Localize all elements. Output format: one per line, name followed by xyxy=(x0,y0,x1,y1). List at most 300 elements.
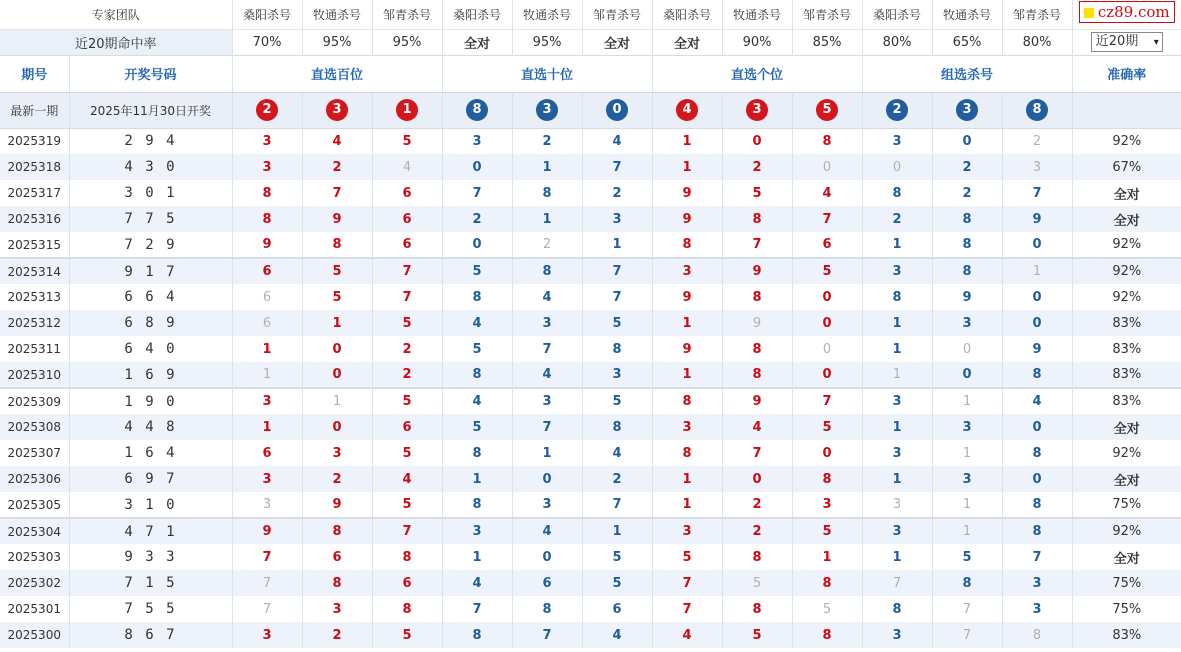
draw-number: 6 8 9 xyxy=(69,310,232,336)
kill-number: 4 xyxy=(582,622,652,648)
kill-number: 4 xyxy=(512,362,582,388)
period-number: 2025300 xyxy=(0,622,69,648)
table-row xyxy=(0,180,1181,206)
kill-number: 1 xyxy=(862,336,932,362)
kill-number: 9 xyxy=(652,180,722,206)
kill-number: 0 xyxy=(302,336,372,362)
team-label: 专家团队 xyxy=(91,7,140,22)
draw-number: 9 3 3 xyxy=(69,544,232,570)
period-number: 2025307 xyxy=(7,446,61,460)
kill-number: 1 xyxy=(652,128,722,154)
kill-number: 8 xyxy=(1002,362,1072,388)
period-number: 2025316 xyxy=(0,206,69,232)
kill-number: 1 xyxy=(862,310,932,336)
kill-number: 3 xyxy=(862,388,932,414)
kill-number: 0 xyxy=(932,362,1002,388)
kill-number: 8 xyxy=(792,466,862,492)
latest-ball: 2 xyxy=(886,99,908,121)
kill-number: 5 xyxy=(792,414,862,440)
kill-number: 1 xyxy=(302,310,372,336)
kill-number: 8 xyxy=(862,596,932,622)
draw-number: 4 3 0 xyxy=(69,154,232,180)
period-number: 2025314 xyxy=(0,258,69,284)
table-row xyxy=(0,258,1181,284)
hit-rate-row xyxy=(0,29,1181,55)
table-row xyxy=(0,414,1181,440)
kill-number: 2 xyxy=(1002,128,1072,154)
kill-number: 1 xyxy=(582,232,652,258)
kill-number: 8 xyxy=(932,232,1002,258)
logo-text: cz89.com xyxy=(1097,3,1170,22)
kill-number: 3 xyxy=(862,258,932,284)
latest-ball: 1 xyxy=(396,99,418,121)
kill-number: 9 xyxy=(652,206,722,232)
kill-number: 5 xyxy=(792,596,862,622)
kill-number: 8 xyxy=(932,570,1002,596)
kill-number: 9 xyxy=(1002,206,1072,232)
kill-number: 7 xyxy=(582,154,652,180)
kill-number: 4 xyxy=(512,518,582,544)
kill-number: 7 xyxy=(652,570,722,596)
kill-number: 3 xyxy=(232,128,302,154)
kill-number: 5 xyxy=(792,258,862,284)
expert-name: 桑阳杀号 xyxy=(652,0,722,29)
kill-number: 9 xyxy=(302,206,372,232)
hit-rate-value: 95% xyxy=(302,29,372,55)
draw-number: 1 6 4 xyxy=(69,440,232,466)
kill-number: 5 xyxy=(652,544,722,570)
hit-rate-value: 95% xyxy=(512,29,582,55)
kill-number: 3 xyxy=(932,414,1002,440)
kill-number: 8 xyxy=(1002,440,1072,466)
period-number: 2025301 xyxy=(7,602,61,616)
kill-number: 7 xyxy=(932,596,1002,622)
kill-number: 5 xyxy=(372,440,442,466)
kill-number: 5 xyxy=(372,492,442,518)
kill-number: 3 xyxy=(582,206,652,232)
period-number: 2025309 xyxy=(0,388,69,414)
period-number: 2025306 xyxy=(0,466,69,492)
kill-number: 3 xyxy=(792,492,862,518)
kill-number: 9 xyxy=(932,284,1002,310)
accuracy-value: 67% xyxy=(1072,154,1181,180)
draw-number: 6 6 4 xyxy=(69,284,232,310)
period-range-selected: 近20期 xyxy=(1095,34,1139,49)
kill-number: 1 xyxy=(862,466,932,492)
kill-number: 8 xyxy=(582,336,652,362)
kill-number: 8 xyxy=(442,362,512,388)
kill-number: 8 xyxy=(792,570,862,596)
kill-number: 6 xyxy=(232,440,302,466)
kill-number: 3 xyxy=(442,518,512,544)
kill-number: 8 xyxy=(442,440,512,466)
units-column-header: 直选个位 xyxy=(652,55,862,92)
kill-number: 4 xyxy=(1002,388,1072,414)
accuracy-value: 全对 xyxy=(1072,180,1181,206)
kill-number: 0 xyxy=(442,154,512,180)
kill-number: 0 xyxy=(1002,232,1072,258)
kill-number: 1 xyxy=(1002,258,1072,284)
kill-number: 2 xyxy=(442,206,512,232)
kill-number: 2 xyxy=(862,206,932,232)
kill-number: 8 xyxy=(722,544,792,570)
draw-number: 1 9 0 xyxy=(69,388,232,414)
chevron-down-icon: ▾ xyxy=(1153,37,1159,48)
kill-number: 5 xyxy=(582,570,652,596)
latest-ball: 3 xyxy=(746,99,768,121)
hit-rate-value: 全对 xyxy=(582,29,652,55)
kill-number: 7 xyxy=(932,622,1002,648)
period-number: 2025304 xyxy=(0,518,69,544)
hit-rate-value: 全对 xyxy=(442,29,512,55)
accuracy-column-header: 准确率 xyxy=(1072,55,1181,92)
kill-number: 2 xyxy=(932,180,1002,206)
kill-number: 6 xyxy=(512,570,582,596)
kill-number: 3 xyxy=(582,362,652,388)
table-row xyxy=(0,544,1181,570)
kill-number: 7 xyxy=(862,570,932,596)
expert-name: 邹青杀号 xyxy=(372,0,442,29)
kill-number: 4 xyxy=(722,414,792,440)
accuracy-value: 75% xyxy=(1072,596,1181,622)
kill-number: 5 xyxy=(442,414,512,440)
kill-number: 0 xyxy=(792,336,862,362)
kill-number: 1 xyxy=(932,388,1002,414)
kill-number: 7 xyxy=(582,492,652,518)
table-row xyxy=(0,622,1181,648)
kill-number: 3 xyxy=(1002,596,1072,622)
expert-name: 牧通杀号 xyxy=(512,0,582,29)
kill-number: 0 xyxy=(792,440,862,466)
draw-number: 7 5 5 xyxy=(69,596,232,622)
accuracy-value: 92% xyxy=(1072,284,1181,310)
hit-rate-value: 95% xyxy=(372,29,442,55)
accuracy-value: 75% xyxy=(1072,492,1181,518)
kill-number: 8 xyxy=(302,518,372,544)
kill-number: 1 xyxy=(792,544,862,570)
kill-number: 7 xyxy=(232,596,302,622)
kill-number: 1 xyxy=(442,466,512,492)
kill-number: 0 xyxy=(1002,466,1072,492)
kill-number: 7 xyxy=(232,544,302,570)
kill-number: 6 xyxy=(302,544,372,570)
period-number: 2025313 xyxy=(7,290,61,304)
kill-number: 8 xyxy=(232,180,302,206)
kill-number: 3 xyxy=(232,154,302,180)
kill-number: 6 xyxy=(232,284,302,310)
kill-number: 1 xyxy=(652,492,722,518)
kill-number: 8 xyxy=(512,180,582,206)
accuracy-value: 92% xyxy=(1072,128,1181,154)
kill-number: 1 xyxy=(302,388,372,414)
kill-number: 5 xyxy=(372,388,442,414)
kill-number: 2 xyxy=(512,128,582,154)
kill-number: 3 xyxy=(512,492,582,518)
kill-number: 0 xyxy=(792,284,862,310)
kill-number: 7 xyxy=(792,388,862,414)
kill-number: 2 xyxy=(582,466,652,492)
latest-ball-cell xyxy=(372,92,442,128)
kill-number: 5 xyxy=(722,622,792,648)
kill-number: 6 xyxy=(372,570,442,596)
period-select-cell xyxy=(1072,29,1181,55)
accuracy-value: 83% xyxy=(1072,362,1181,388)
kill-number: 9 xyxy=(722,258,792,284)
kill-number: 1 xyxy=(232,362,302,388)
table-row xyxy=(0,128,1181,154)
kill-number: 1 xyxy=(862,362,932,388)
kill-number: 0 xyxy=(442,232,512,258)
latest-ball: 8 xyxy=(1026,99,1048,121)
table-row xyxy=(0,232,1181,258)
kill-number: 1 xyxy=(652,154,722,180)
latest-ball: 3 xyxy=(326,99,348,121)
latest-draw-date: 2025年11月30日开奖 xyxy=(69,92,232,128)
latest-ball-cell xyxy=(862,92,932,128)
expert-name: 牧通杀号 xyxy=(302,0,372,29)
kill-number: 2 xyxy=(722,154,792,180)
group-column-header: 组选杀号 xyxy=(862,55,1072,92)
kill-number: 1 xyxy=(932,518,1002,544)
expert-name: 邹青杀号 xyxy=(792,0,862,29)
kill-number: 5 xyxy=(302,258,372,284)
kill-number: 8 xyxy=(232,206,302,232)
site-logo-link[interactable] xyxy=(1079,1,1175,23)
kill-number: 3 xyxy=(932,466,1002,492)
kill-number: 8 xyxy=(1002,492,1072,518)
kill-number: 6 xyxy=(372,232,442,258)
column-header-row xyxy=(0,55,1181,92)
table-row xyxy=(0,596,1181,622)
kill-number: 8 xyxy=(722,284,792,310)
kill-number: 8 xyxy=(792,128,862,154)
period-column-header: 期号 xyxy=(0,55,69,92)
table-row xyxy=(0,284,1181,310)
kill-number: 5 xyxy=(582,388,652,414)
accuracy-value: 83% xyxy=(1072,310,1181,336)
table-row xyxy=(0,570,1181,596)
accuracy-value: 83% xyxy=(1072,388,1181,414)
draw-number: 7 2 9 xyxy=(69,232,232,258)
kill-number: 3 xyxy=(862,440,932,466)
kill-number: 8 xyxy=(652,232,722,258)
kill-number: 4 xyxy=(302,128,372,154)
kill-number: 8 xyxy=(932,258,1002,284)
kill-number: 5 xyxy=(372,128,442,154)
kill-number: 1 xyxy=(652,466,722,492)
kill-number: 2 xyxy=(722,492,792,518)
accuracy-value: 全对 xyxy=(1072,206,1181,232)
kill-number: 8 xyxy=(722,596,792,622)
hit-rate-value: 85% xyxy=(792,29,862,55)
kill-number: 3 xyxy=(512,388,582,414)
kill-number: 5 xyxy=(722,180,792,206)
kill-number: 3 xyxy=(512,310,582,336)
kill-number: 4 xyxy=(792,180,862,206)
latest-ball-cell xyxy=(722,92,792,128)
kill-number: 3 xyxy=(302,440,372,466)
accuracy-value: 全对 xyxy=(1072,544,1181,570)
kill-number: 6 xyxy=(582,596,652,622)
latest-ball: 0 xyxy=(606,99,628,121)
kill-number: 3 xyxy=(652,258,722,284)
kill-number: 1 xyxy=(512,440,582,466)
kill-number: 0 xyxy=(1002,310,1072,336)
kill-number: 7 xyxy=(512,336,582,362)
kill-number: 2 xyxy=(932,154,1002,180)
accuracy-value: 92% xyxy=(1072,258,1181,284)
latest-label: 最新一期 xyxy=(0,92,69,128)
kill-number: 4 xyxy=(512,284,582,310)
kill-number: 0 xyxy=(792,154,862,180)
kill-number: 7 xyxy=(1002,180,1072,206)
kill-number: 8 xyxy=(372,596,442,622)
kill-number: 3 xyxy=(232,492,302,518)
kill-number: 7 xyxy=(722,440,792,466)
kill-number: 0 xyxy=(862,154,932,180)
table-row xyxy=(0,206,1181,232)
kill-number: 1 xyxy=(862,232,932,258)
expert-name: 牧通杀号 xyxy=(722,0,792,29)
kill-number: 6 xyxy=(372,414,442,440)
hit-rate-value: 90% xyxy=(722,29,792,55)
latest-ball-cell xyxy=(1002,92,1072,128)
kill-number: 2 xyxy=(302,154,372,180)
kill-number: 9 xyxy=(1002,336,1072,362)
kill-number: 5 xyxy=(372,310,442,336)
kill-number: 7 xyxy=(302,180,372,206)
hit-rate-value: 70% xyxy=(232,29,302,55)
period-range-select[interactable] xyxy=(1091,32,1163,52)
latest-ball: 5 xyxy=(816,99,838,121)
kill-number: 6 xyxy=(792,232,862,258)
kill-number: 5 xyxy=(442,258,512,284)
kill-number: 4 xyxy=(372,154,442,180)
period-number: 2025312 xyxy=(0,310,69,336)
kill-number: 4 xyxy=(442,388,512,414)
kill-number: 2 xyxy=(302,622,372,648)
expert-name: 桑阳杀号 xyxy=(862,0,932,29)
hit-rate-label: 近20期命中率 xyxy=(0,29,232,55)
kill-number: 9 xyxy=(652,284,722,310)
table-row xyxy=(0,336,1181,362)
latest-ball-cell xyxy=(512,92,582,128)
kill-number: 4 xyxy=(582,440,652,466)
table-row xyxy=(0,466,1181,492)
kill-number: 9 xyxy=(232,518,302,544)
kill-number: 8 xyxy=(442,492,512,518)
kill-number: 4 xyxy=(442,570,512,596)
kill-number: 7 xyxy=(652,596,722,622)
kill-number: 0 xyxy=(302,414,372,440)
kill-number: 4 xyxy=(652,622,722,648)
kill-number: 5 xyxy=(302,284,372,310)
kill-number: 7 xyxy=(582,258,652,284)
kill-number: 1 xyxy=(582,518,652,544)
kill-number: 5 xyxy=(372,622,442,648)
latest-accuracy-empty xyxy=(1072,92,1181,128)
table-row xyxy=(0,310,1181,336)
kill-number: 2 xyxy=(512,232,582,258)
kill-number: 9 xyxy=(232,232,302,258)
kill-number: 1 xyxy=(232,336,302,362)
kill-number: 7 xyxy=(722,232,792,258)
period-number: 2025308 xyxy=(0,414,69,440)
expert-name: 邹青杀号 xyxy=(582,0,652,29)
latest-ball-cell xyxy=(582,92,652,128)
draw-number: 7 1 5 xyxy=(69,570,232,596)
kill-number: 5 xyxy=(582,544,652,570)
latest-ball: 3 xyxy=(536,99,558,121)
kill-number: 3 xyxy=(232,466,302,492)
kill-number: 1 xyxy=(652,310,722,336)
kill-number: 1 xyxy=(652,362,722,388)
table-row xyxy=(0,440,1181,466)
kill-number: 0 xyxy=(302,362,372,388)
draw-number: 6 4 0 xyxy=(69,336,232,362)
kill-number: 3 xyxy=(232,388,302,414)
kill-number: 7 xyxy=(232,570,302,596)
latest-ball-cell xyxy=(442,92,512,128)
accuracy-value: 92% xyxy=(1072,518,1181,544)
kill-number: 2 xyxy=(302,466,372,492)
latest-ball: 3 xyxy=(956,99,978,121)
kill-number: 2 xyxy=(372,362,442,388)
expert-name: 牧通杀号 xyxy=(932,0,1002,29)
accuracy-value: 75% xyxy=(1072,570,1181,596)
kill-number: 8 xyxy=(1002,518,1072,544)
kill-number: 7 xyxy=(792,206,862,232)
kill-number: 0 xyxy=(512,544,582,570)
kill-number: 8 xyxy=(862,284,932,310)
latest-draw-row xyxy=(0,92,1181,128)
kill-number: 7 xyxy=(442,180,512,206)
kill-number: 7 xyxy=(512,414,582,440)
kill-number: 3 xyxy=(652,414,722,440)
kill-number: 8 xyxy=(372,544,442,570)
table-row xyxy=(0,492,1181,518)
draw-number: 3 1 0 xyxy=(69,492,232,518)
kill-number: 8 xyxy=(512,258,582,284)
table-row xyxy=(0,154,1181,180)
period-number: 2025310 xyxy=(0,362,69,388)
kill-number: 5 xyxy=(932,544,1002,570)
period-number: 2025303 xyxy=(7,550,61,564)
kill-number: 7 xyxy=(512,622,582,648)
kill-number: 8 xyxy=(442,622,512,648)
kill-number: 8 xyxy=(722,206,792,232)
kill-number: 0 xyxy=(1002,414,1072,440)
kill-number: 2 xyxy=(582,180,652,206)
accuracy-value: 83% xyxy=(1072,336,1181,362)
latest-ball-cell xyxy=(792,92,862,128)
kill-number: 9 xyxy=(652,336,722,362)
kill-number: 5 xyxy=(582,310,652,336)
accuracy-value: 全对 xyxy=(1072,414,1181,440)
draw-number: 6 9 7 xyxy=(69,466,232,492)
kill-number: 8 xyxy=(932,206,1002,232)
kill-number: 8 xyxy=(652,388,722,414)
kill-number: 5 xyxy=(722,570,792,596)
kill-number: 0 xyxy=(932,336,1002,362)
kill-number: 1 xyxy=(932,440,1002,466)
tens-column-header: 直选十位 xyxy=(442,55,652,92)
kill-number: 0 xyxy=(792,310,862,336)
kill-number: 4 xyxy=(372,466,442,492)
kill-number: 6 xyxy=(232,258,302,284)
kill-number: 1 xyxy=(512,206,582,232)
kill-number: 2 xyxy=(722,518,792,544)
